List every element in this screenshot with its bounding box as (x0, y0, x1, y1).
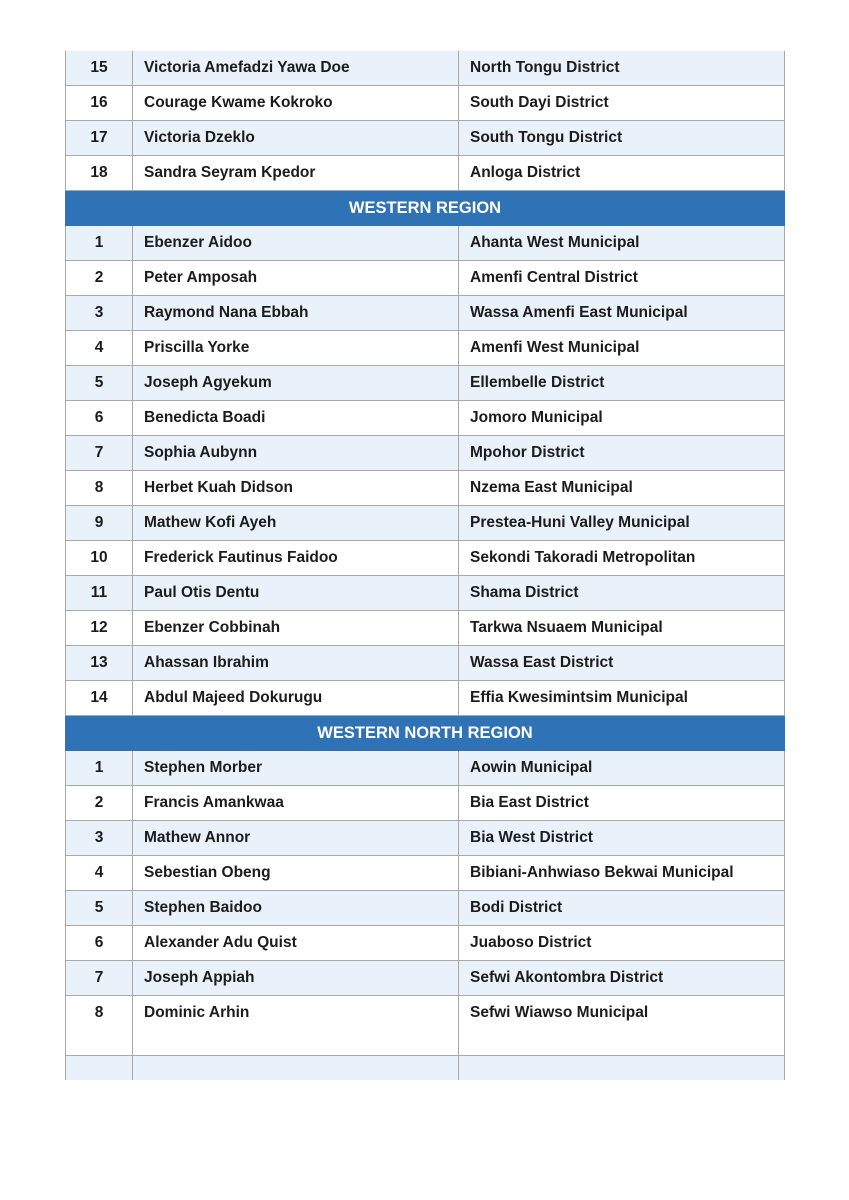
table-row (66, 681, 785, 716)
table-row (66, 296, 785, 331)
row-number: 7 (66, 436, 133, 471)
row-number: 6 (66, 401, 133, 436)
appointees-table (65, 51, 785, 1080)
district-name: South Tongu District (459, 121, 785, 156)
appointee-name: Abdul Majeed Dokurugu (133, 681, 459, 716)
region-title: WESTERN REGION (66, 191, 785, 226)
appointee-name: Alexander Adu Quist (133, 926, 459, 961)
row-number: 3 (66, 821, 133, 856)
row-number: 10 (66, 541, 133, 576)
row-number: 8 (66, 996, 133, 1056)
row-number: 1 (66, 751, 133, 786)
table-row (66, 786, 785, 821)
table-row (66, 891, 785, 926)
row-number: 3 (66, 296, 133, 331)
appointee-name: Sebestian Obeng (133, 856, 459, 891)
row-number: 4 (66, 856, 133, 891)
row-number: 13 (66, 646, 133, 681)
district-name: Mpohor District (459, 436, 785, 471)
row-number: 6 (66, 926, 133, 961)
row-number: 11 (66, 576, 133, 611)
district-name: Tarkwa Nsuaem Municipal (459, 611, 785, 646)
table-row (66, 226, 785, 261)
table-row (66, 576, 785, 611)
appointee-name: Stephen Morber (133, 751, 459, 786)
appointee-name: Benedicta Boadi (133, 401, 459, 436)
row-number: 2 (66, 261, 133, 296)
appointee-name: Sandra Seyram Kpedor (133, 156, 459, 191)
table-row (66, 331, 785, 366)
table-row (66, 506, 785, 541)
district-name: Amenfi West Municipal (459, 331, 785, 366)
appointees-table-body (66, 51, 785, 1080)
empty-cell (133, 1056, 459, 1081)
table-row (66, 961, 785, 996)
row-number: 14 (66, 681, 133, 716)
row-number: 16 (66, 86, 133, 121)
district-name: Ellembelle District (459, 366, 785, 401)
district-name: Wassa East District (459, 646, 785, 681)
appointee-name: Dominic Arhin (133, 996, 459, 1056)
appointee-name: Victoria Amefadzi Yawa Doe (133, 51, 459, 86)
appointee-name: Joseph Appiah (133, 961, 459, 996)
row-number: 15 (66, 51, 133, 86)
table-row (66, 86, 785, 121)
district-name: Wassa Amenfi East Municipal (459, 296, 785, 331)
appointee-name: Herbet Kuah Didson (133, 471, 459, 506)
district-name: North Tongu District (459, 51, 785, 86)
empty-cell (66, 1056, 133, 1081)
table-row (66, 436, 785, 471)
district-name: Bodi District (459, 891, 785, 926)
appointee-name: Mathew Annor (133, 821, 459, 856)
table-row (66, 51, 785, 86)
district-name: Bia East District (459, 786, 785, 821)
row-number: 5 (66, 891, 133, 926)
district-name: South Dayi District (459, 86, 785, 121)
appointee-name: Paul Otis Dentu (133, 576, 459, 611)
appointee-name: Raymond Nana Ebbah (133, 296, 459, 331)
row-number: 9 (66, 506, 133, 541)
table-row (66, 751, 785, 786)
empty-table-row (66, 1056, 785, 1081)
district-name: Jomoro Municipal (459, 401, 785, 436)
appointee-name: Joseph Agyekum (133, 366, 459, 401)
empty-cell (459, 1056, 785, 1081)
district-name: Bia West District (459, 821, 785, 856)
table-row (66, 856, 785, 891)
table-row (66, 121, 785, 156)
district-name: Shama District (459, 576, 785, 611)
appointee-name: Peter Amposah (133, 261, 459, 296)
row-number: 5 (66, 366, 133, 401)
district-name: Nzema East Municipal (459, 471, 785, 506)
table-row (66, 541, 785, 576)
row-number: 17 (66, 121, 133, 156)
table-row (66, 156, 785, 191)
table-row (66, 996, 785, 1056)
table-row (66, 646, 785, 681)
district-name: Prestea-Huni Valley Municipal (459, 506, 785, 541)
appointee-name: Victoria Dzeklo (133, 121, 459, 156)
appointee-name: Courage Kwame Kokroko (133, 86, 459, 121)
district-name: Juaboso District (459, 926, 785, 961)
table-row (66, 261, 785, 296)
row-number: 18 (66, 156, 133, 191)
row-number: 8 (66, 471, 133, 506)
row-number: 2 (66, 786, 133, 821)
district-name: Sekondi Takoradi Metropolitan (459, 541, 785, 576)
table-row (66, 926, 785, 961)
region-header-western (66, 191, 785, 226)
table-row (66, 366, 785, 401)
appointee-name: Frederick Fautinus Faidoo (133, 541, 459, 576)
row-number: 7 (66, 961, 133, 996)
appointee-name: Stephen Baidoo (133, 891, 459, 926)
appointee-name: Francis Amankwaa (133, 786, 459, 821)
appointee-name: Ebenzer Cobbinah (133, 611, 459, 646)
appointee-name: Ebenzer Aidoo (133, 226, 459, 261)
district-name: Ahanta West Municipal (459, 226, 785, 261)
district-name: Bibiani-Anhwiaso Bekwai Municipal (459, 856, 785, 891)
region-title: WESTERN NORTH REGION (66, 716, 785, 751)
district-name: Effia Kwesimintsim Municipal (459, 681, 785, 716)
appointee-name: Sophia Aubynn (133, 436, 459, 471)
table-row (66, 471, 785, 506)
district-name: Aowin Municipal (459, 751, 785, 786)
appointee-name: Priscilla Yorke (133, 331, 459, 366)
table-row (66, 401, 785, 436)
appointee-name: Ahassan Ibrahim (133, 646, 459, 681)
table-row (66, 821, 785, 856)
district-name: Anloga District (459, 156, 785, 191)
row-number: 1 (66, 226, 133, 261)
district-name: Sefwi Akontombra District (459, 961, 785, 996)
district-name: Amenfi Central District (459, 261, 785, 296)
region-header-western-north (66, 716, 785, 751)
row-number: 4 (66, 331, 133, 366)
district-name: Sefwi Wiawso Municipal (459, 996, 785, 1056)
row-number: 12 (66, 611, 133, 646)
appointee-name: Mathew Kofi Ayeh (133, 506, 459, 541)
table-row (66, 611, 785, 646)
